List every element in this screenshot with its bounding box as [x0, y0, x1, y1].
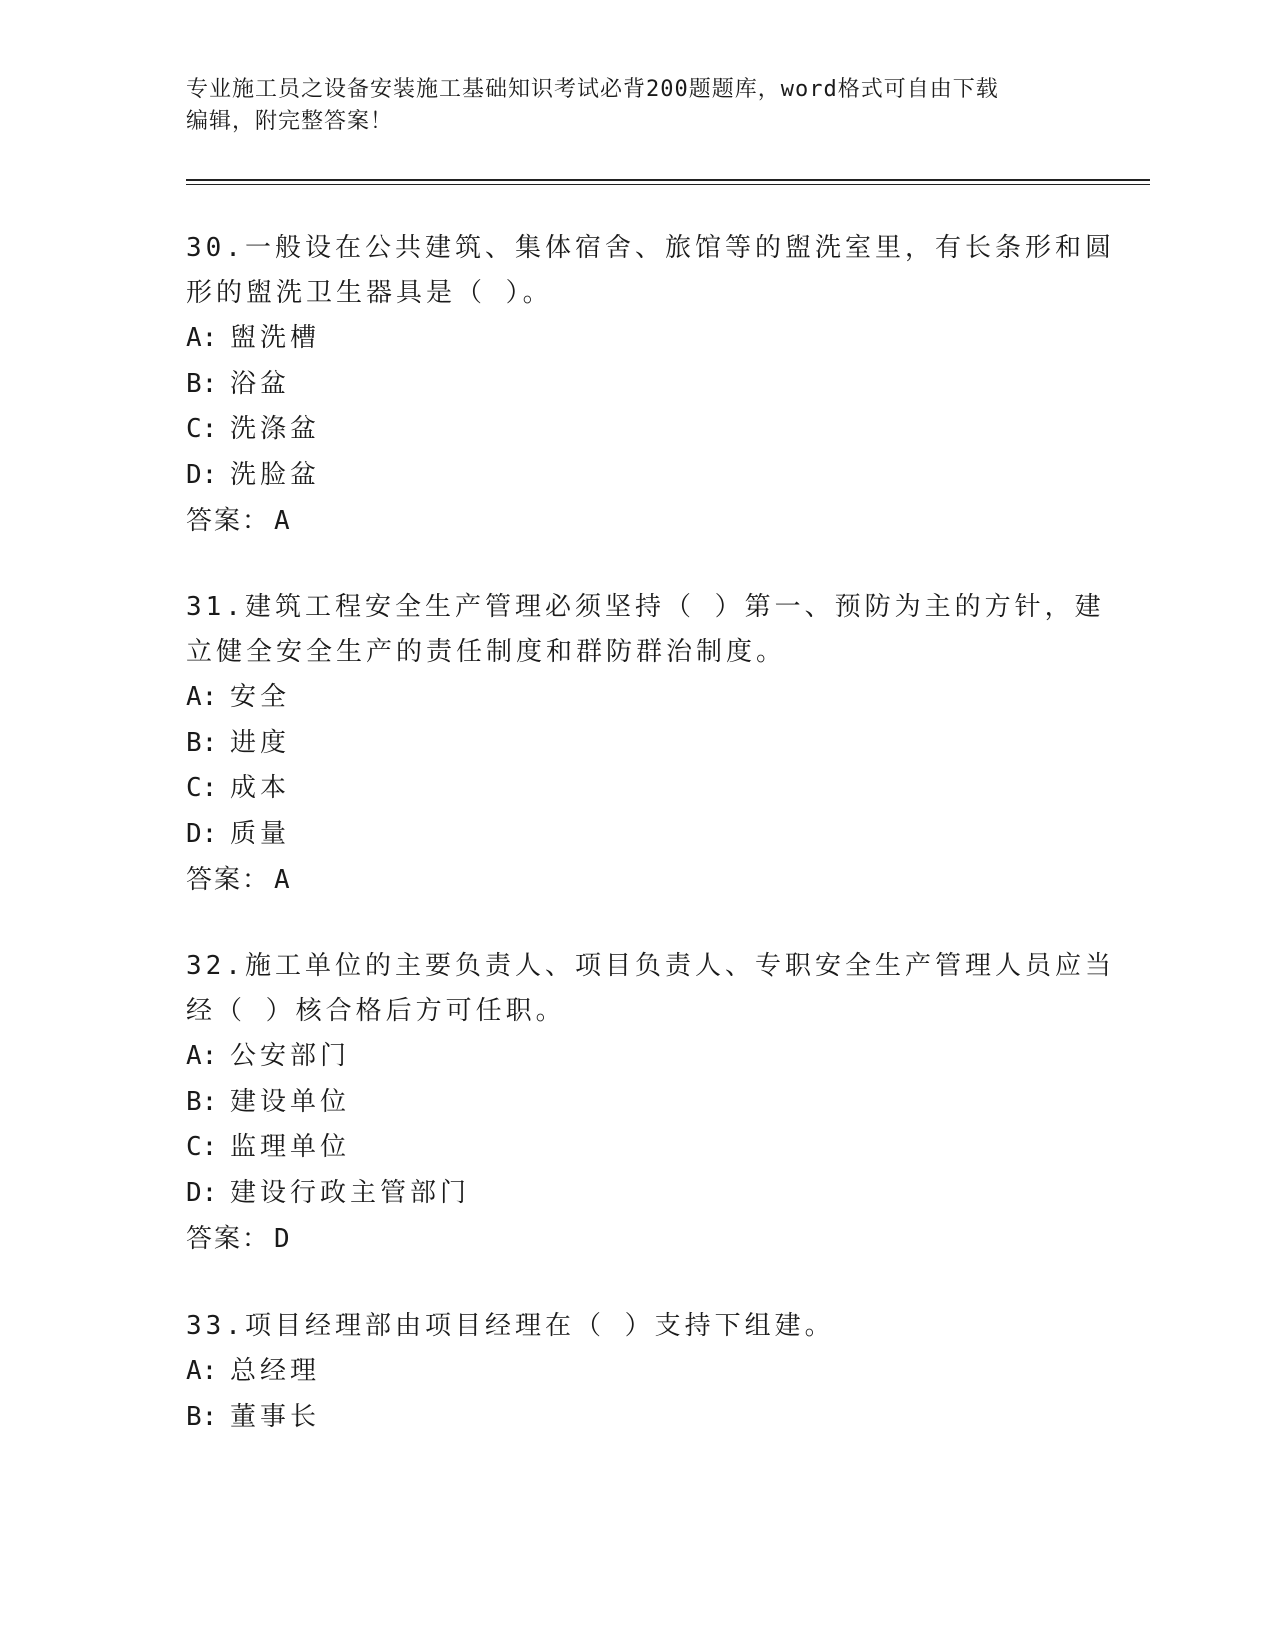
option-key: B: [186, 1086, 218, 1117]
stem-line: 立健全安全生产的责任制度和群防群治制度。 [186, 637, 787, 667]
header-line-1: 专业施工员之设备安装施工基础知识考试必背200题题库，word格式可自由下载 [186, 77, 999, 102]
option-c [186, 407, 1086, 453]
stem-line: 31.建筑工程安全生产管理必须坚持（ ）第一、预防为主的方针，建 [186, 592, 1105, 622]
question-stem [186, 944, 1115, 1034]
option-key: B: [186, 368, 218, 399]
option-c [186, 1125, 1086, 1171]
answer-value: D [274, 1224, 292, 1254]
option-b [186, 1395, 1086, 1441]
option-text: 安全 [230, 682, 291, 712]
answer-value: A [274, 506, 292, 536]
option-key: D: [186, 459, 218, 490]
option-text: 建设行政主管部门 [230, 1177, 471, 1208]
option-text: 成本 [230, 773, 291, 803]
option-key: A: [186, 1356, 218, 1386]
question-33 [186, 1304, 1086, 1440]
header-divider-top [186, 179, 1150, 181]
option-key: C: [186, 773, 218, 803]
option-text: 监理单位 [230, 1132, 351, 1162]
answer-label: 答案： [186, 506, 271, 536]
header-divider-bottom [186, 184, 1150, 185]
question-stem [186, 1304, 1086, 1349]
option-a [186, 675, 1086, 721]
stem-line: 30.一般设在公共建筑、集体宿舍、旅馆等的盥洗室里，有长条形和圆 [186, 233, 1115, 263]
option-b [186, 721, 1086, 767]
option-b [186, 1080, 1086, 1126]
question-31 [186, 585, 1105, 903]
answer-label: 答案： [186, 865, 271, 895]
option-text: 总经理 [230, 1356, 321, 1386]
option-key: A: [186, 323, 218, 353]
option-key: A: [186, 682, 218, 712]
option-key: B: [186, 1401, 218, 1432]
option-a [186, 316, 1086, 362]
answer-label: 答案： [186, 1224, 271, 1254]
answer-value: A [274, 865, 292, 895]
option-key: B: [186, 727, 218, 758]
stem-line: 形的盥洗卫生器具是（ ）。 [186, 278, 553, 308]
stem-line: 33.项目经理部由项目经理在（ ）支持下组建。 [186, 1311, 835, 1341]
stem-line: 经（ ）核合格后方可任职。 [186, 996, 566, 1026]
option-key: A: [186, 1041, 218, 1071]
question-stem [186, 585, 1105, 675]
answer-line [186, 498, 1086, 544]
answer-line [186, 1216, 1086, 1262]
option-a [186, 1349, 1086, 1395]
option-b [186, 362, 1086, 408]
option-text: 建设单位 [230, 1086, 351, 1117]
option-key: C: [186, 414, 218, 444]
question-32 [186, 944, 1115, 1262]
option-a [186, 1034, 1086, 1080]
option-d [186, 1171, 1086, 1217]
question-stem [186, 226, 1115, 316]
option-d [186, 453, 1086, 499]
answer-line [186, 857, 1086, 903]
document-header [186, 74, 1066, 138]
option-text: 质量 [230, 818, 291, 849]
option-text: 洗脸盆 [230, 459, 321, 490]
option-key: C: [186, 1132, 218, 1162]
option-text: 洗涤盆 [230, 414, 321, 444]
option-d [186, 812, 1086, 858]
option-text: 浴盆 [230, 368, 291, 399]
header-line-2: 编辑，附完整答案！ [186, 109, 394, 134]
option-key: D: [186, 1177, 218, 1208]
option-text: 盥洗槽 [230, 323, 321, 353]
question-30 [186, 226, 1115, 544]
option-key: D: [186, 818, 218, 849]
stem-line: 32.施工单位的主要负责人、项目负责人、专职安全生产管理人员应当 [186, 951, 1115, 981]
option-text: 董事长 [230, 1401, 321, 1432]
option-c [186, 766, 1086, 812]
option-text: 公安部门 [230, 1041, 351, 1071]
option-text: 进度 [230, 727, 291, 758]
